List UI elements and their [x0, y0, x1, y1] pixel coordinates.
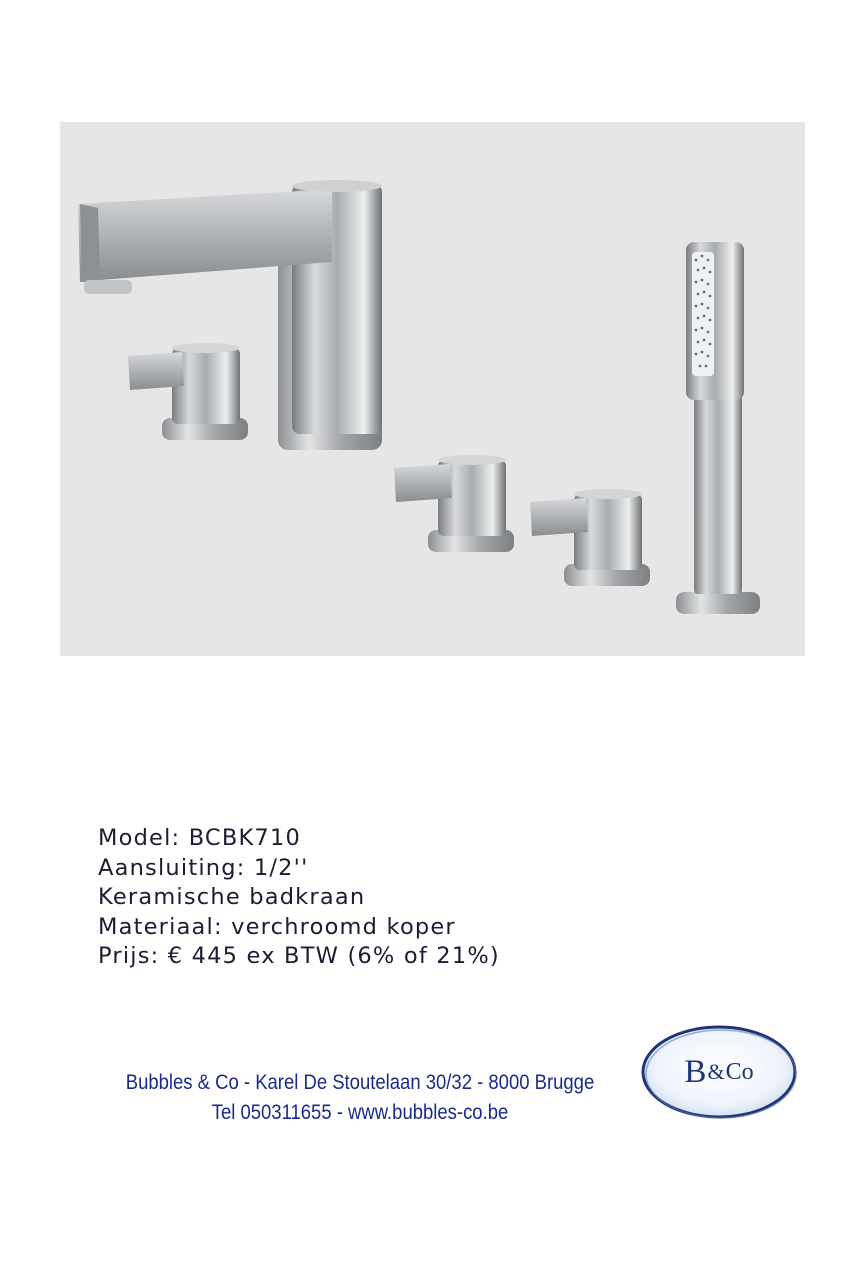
contact-phone-web: Tel 050311655 - www.bubbles-co.be [211, 1101, 509, 1124]
logo-ampersand: & [707, 1059, 725, 1084]
hand-shower [676, 242, 760, 614]
logo-letter-b: B [684, 1053, 707, 1090]
spec-connection: Aansluiting: 1/2'' [98, 854, 309, 881]
handle-right [530, 489, 650, 586]
logo-letters-co: Co [725, 1058, 754, 1085]
company-logo [640, 1024, 798, 1120]
logo-wordmark [640, 1024, 798, 1120]
spec-material: Materiaal: verchroomd koper [98, 913, 456, 940]
spout-top [292, 180, 382, 192]
spec-model: Model: BCBK710 [98, 825, 301, 851]
product-photo [60, 122, 805, 656]
spec-type: Keramische badkraan [98, 884, 366, 910]
contact-address: Bubbles & Co - Karel De Stoutelaan 30/32 - 8000 Brugge [125, 1071, 595, 1094]
contact-info [96, 1068, 624, 1128]
spec-price: Prijs: € 445 ex BTW (6% of 21%) [98, 943, 500, 969]
product-specs [98, 824, 500, 972]
faucet-set-illustration [60, 122, 805, 656]
spout-outlet [84, 280, 132, 294]
handle-middle [394, 455, 514, 552]
handle-left [128, 343, 248, 440]
